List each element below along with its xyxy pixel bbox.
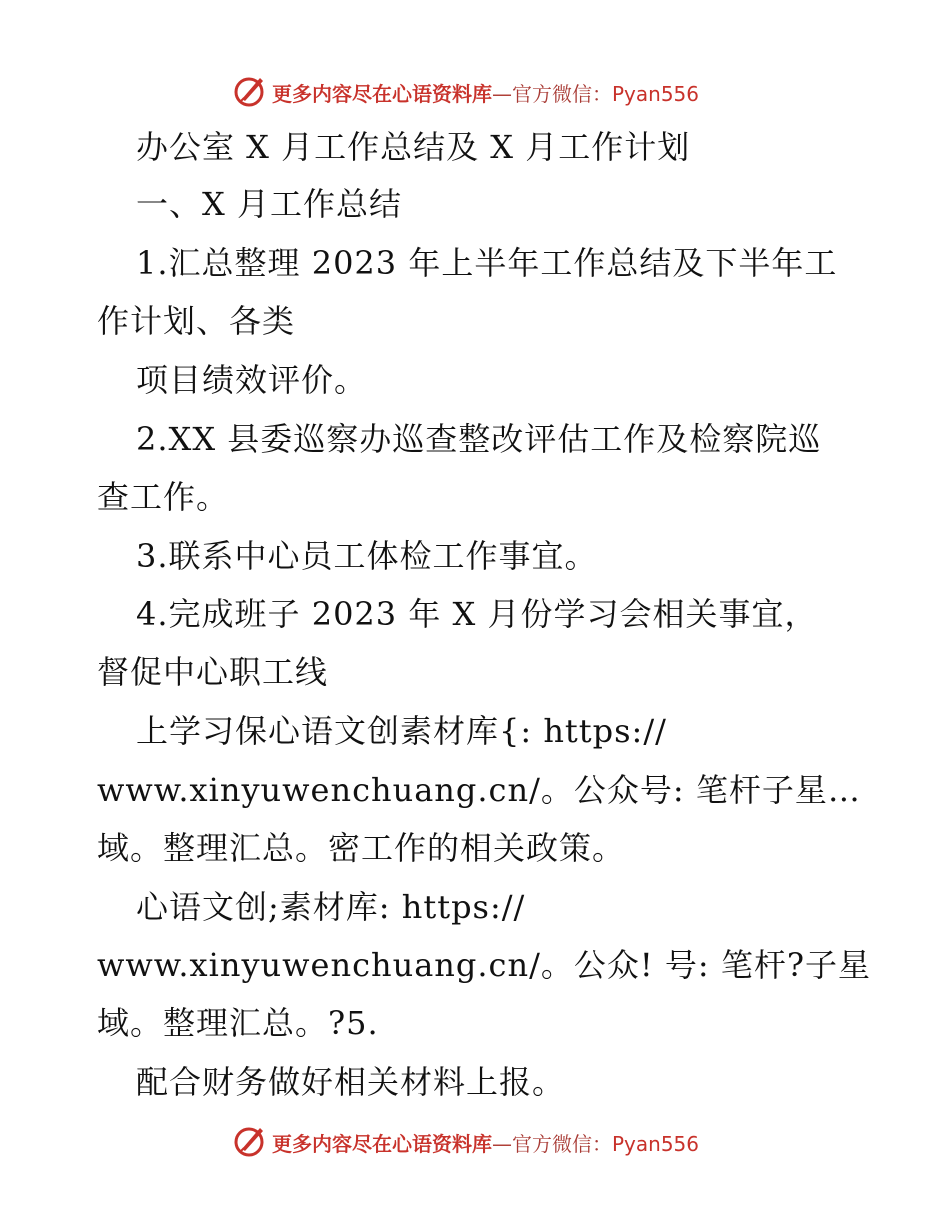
banner-contact-id: Pyan556 (612, 82, 700, 106)
paragraph-line: 心语文创;素材库: https:// (136, 888, 526, 926)
banner-contact-label: 官方微信： (512, 1132, 612, 1156)
banner-text (272, 78, 699, 107)
banner-text (272, 1128, 699, 1157)
paragraph-line: 2.XX 县委巡察办巡查整改评估工作及检察院巡 (136, 420, 822, 458)
banner-contact-id: Pyan556 (612, 1132, 700, 1156)
footer-banner (0, 1120, 950, 1160)
paragraph-line: www.xinyuwenchuang.cn/。公众号: 笔杆子星… (97, 771, 861, 809)
paragraph-line: 督促中心职工线 (97, 653, 329, 691)
banner-contact-label: 官方微信： (512, 82, 612, 106)
paragraph-line: 配合财务做好相关材料上报。 (136, 1063, 566, 1101)
section-heading: 一、X 月工作总结 (136, 185, 402, 223)
paragraph-line: 项目绩效评价。 (136, 361, 368, 399)
paragraph-line: 3.联系中心员工体检工作事宜。 (136, 537, 598, 575)
quill-logo-icon (232, 72, 268, 108)
paragraph-line: 1.汇总整理 2023 年上半年工作总结及下半年工 (136, 244, 838, 282)
paragraph-line: 4.完成班子 2023 年 X 月份学习会相关事宜， (136, 595, 818, 633)
document-title: 办公室 X 月工作总结及 X 月工作计划 (136, 128, 691, 166)
paragraph-line: 域。整理汇总。?5. (97, 1004, 379, 1042)
paragraph-line: 查工作。 (97, 478, 230, 516)
banner-main-text: 更多内容尽在心语资料库 (272, 82, 492, 106)
paragraph-line: 作计划、各类 (97, 302, 296, 340)
banner-separator: — (492, 1132, 512, 1156)
paragraph-line: 上学习保心语文创素材库{: https:// (136, 712, 667, 750)
paragraph-line: www.xinyuwenchuang.cn/。公众! 号: 笔杆?子星 (97, 946, 872, 984)
banner-main-text: 更多内容尽在心语资料库 (272, 1132, 492, 1156)
banner-separator: — (492, 82, 512, 106)
quill-logo-icon (232, 1122, 268, 1158)
paragraph-line: 域。整理汇总。密工作的相关政策。 (97, 829, 626, 867)
header-banner (0, 70, 950, 110)
